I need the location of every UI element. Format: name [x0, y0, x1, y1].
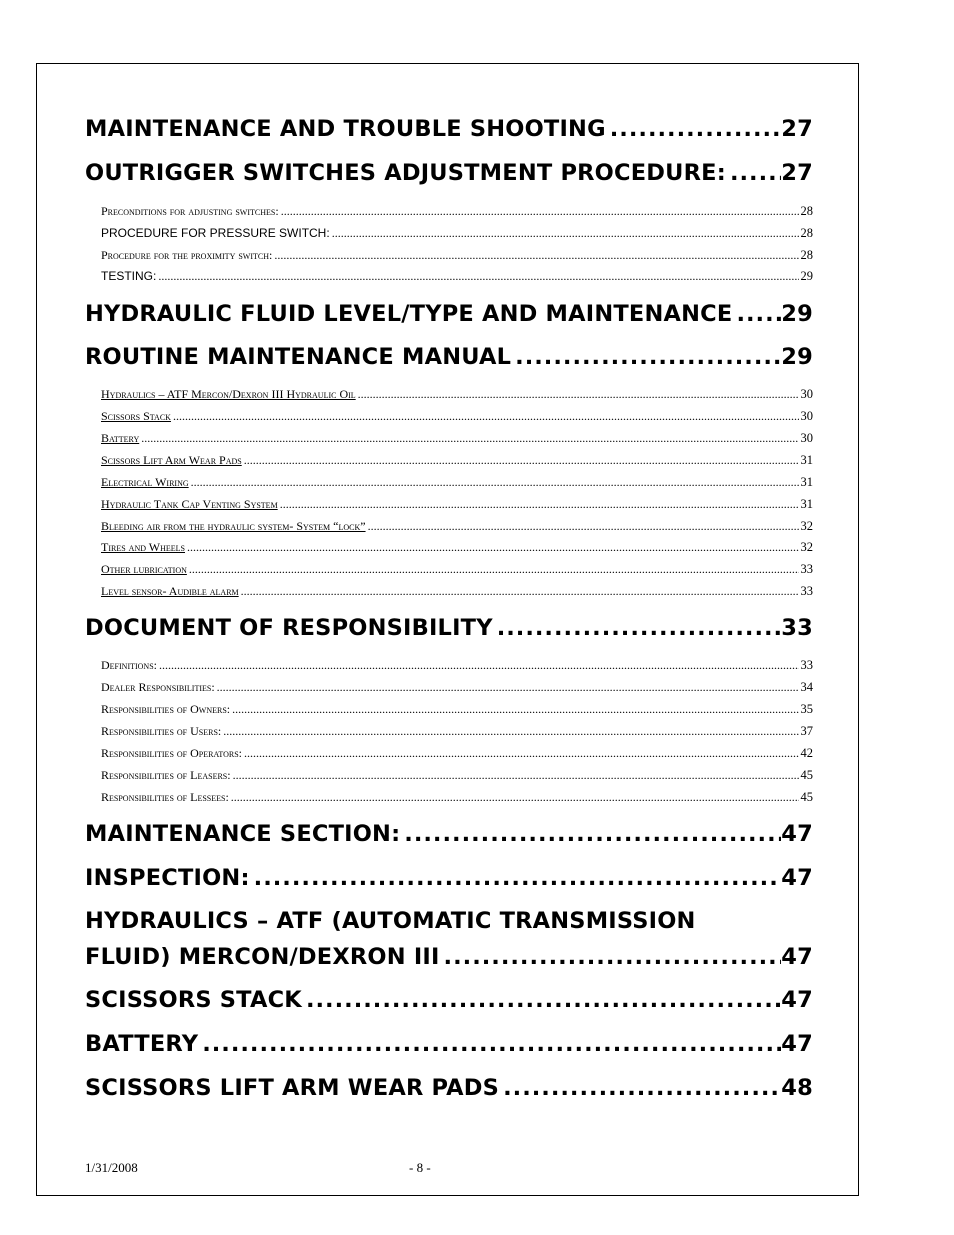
toc-subentry-page: 45	[800, 790, 813, 804]
toc-entry-title: SCISSORS LIFT ARM WEAR PADS	[85, 1075, 500, 1101]
dot-leader	[141, 431, 798, 446]
toc-subentry-users[interactable]	[101, 724, 813, 739]
toc-entry-scissors-stack[interactable]	[85, 987, 813, 1013]
toc-subentry-owners[interactable]	[101, 702, 813, 717]
toc-subentry-title: Definitions:	[101, 658, 157, 672]
toc-entry-page: 29	[781, 344, 813, 370]
toc-subentry-hydraulics-oil[interactable]	[101, 387, 813, 402]
dot-leader	[173, 409, 799, 424]
toc-entry-hydraulics-atf-line1[interactable]	[85, 908, 813, 934]
dot-leader	[244, 453, 799, 468]
toc-subentry-title: Responsibilities of Lessees:	[101, 790, 229, 804]
toc-subentry-wear-pads[interactable]	[101, 453, 813, 468]
dot-leader	[232, 702, 798, 717]
dot-leader	[231, 790, 799, 805]
dot-leader	[515, 344, 781, 370]
dot-leader	[217, 680, 799, 695]
toc-entry-scissors-lift-arm-wear-pads[interactable]	[85, 1075, 813, 1101]
toc-subentry-title: Hydraulic Tank Cap Venting System	[101, 497, 278, 511]
toc-entry-page: 47	[781, 1031, 813, 1057]
toc-subentry-page: 29	[800, 269, 813, 283]
toc-subentry-proximity-switch[interactable]	[101, 248, 813, 263]
toc-subentry-preconditions[interactable]	[101, 204, 813, 219]
dot-leader	[159, 658, 799, 673]
dot-leader	[736, 301, 781, 327]
toc-subentry-page: 30	[800, 387, 813, 401]
dot-leader	[233, 768, 799, 783]
toc-subentry-definitions[interactable]	[101, 658, 813, 673]
dot-leader	[503, 1075, 781, 1101]
dot-leader	[274, 248, 798, 263]
dot-leader	[368, 519, 799, 534]
toc-subentry-battery[interactable]	[101, 431, 813, 446]
toc-entry-title: BATTERY	[85, 1031, 199, 1057]
toc-entry-title: INSPECTION:	[85, 865, 250, 891]
dot-leader	[280, 497, 799, 512]
toc-entry-page: 27	[781, 116, 813, 142]
dot-leader	[730, 160, 781, 186]
toc-subentry-page: 28	[800, 248, 813, 262]
toc-subentry-page: 28	[800, 226, 813, 240]
footer-page-number: - 8 -	[409, 1160, 431, 1175]
dot-leader	[223, 724, 798, 739]
toc-subentry-page: 31	[800, 475, 813, 489]
toc-subentry-page: 31	[800, 453, 813, 467]
toc-subentry-testing[interactable]	[101, 269, 813, 284]
dot-leader	[244, 746, 799, 761]
dot-leader	[497, 615, 782, 641]
toc-subentry-page: 31	[800, 497, 813, 511]
toc-entry-page: 47	[781, 987, 813, 1013]
toc-subentry-dealer-responsibilities[interactable]	[101, 680, 813, 695]
toc-subentry-title: Tires and Wheels	[101, 540, 185, 554]
toc-entry-hydraulics-atf[interactable]	[85, 944, 813, 970]
dot-leader	[191, 475, 799, 490]
dot-leader	[158, 269, 798, 284]
toc-entry-page: 33	[781, 615, 813, 641]
toc-subentry-title: Hydraulics – ATF Mercon/Dexron III Hydraulic Oil	[101, 387, 356, 401]
toc-subentry-page: 33	[800, 658, 813, 672]
dot-leader	[358, 387, 799, 402]
toc-entry-page: 47	[781, 865, 813, 891]
toc-entry-title: DOCUMENT OF RESPONSIBILITY	[85, 615, 493, 641]
toc-subentry-page: 32	[800, 519, 813, 533]
toc-entry-battery[interactable]	[85, 1031, 813, 1057]
toc-subentry-electrical-wiring[interactable]	[101, 475, 813, 490]
toc-entry-page: 29	[781, 301, 813, 327]
toc-subentry-title: Responsibilities of Leasers:	[101, 768, 231, 782]
toc-entry-inspection[interactable]	[85, 865, 813, 891]
dot-leader	[281, 204, 799, 219]
toc-entry-title: ROUTINE MAINTENANCE MANUAL	[85, 344, 512, 370]
dot-leader	[241, 584, 799, 599]
toc-subentry-level-sensor[interactable]	[101, 584, 813, 599]
toc-subentry-page: 45	[800, 768, 813, 782]
dot-leader	[444, 944, 782, 970]
dot-leader	[189, 562, 799, 577]
toc-subentry-page: 30	[800, 431, 813, 445]
toc-subentry-title: Responsibilities of Owners:	[101, 702, 231, 716]
toc-subentry-title: Electrical Wiring	[101, 475, 189, 489]
toc-entry-page: 47	[781, 821, 813, 847]
dot-leader	[254, 865, 782, 891]
toc-entry-document-responsibility[interactable]	[85, 615, 813, 641]
toc-subentry-tank-cap-venting[interactable]	[101, 497, 813, 512]
toc-subentry-scissors-stack[interactable]	[101, 409, 813, 424]
toc-subentry-title: Dealer Responsibilities:	[101, 680, 215, 694]
toc-subentry-title: Scissors Stack	[101, 409, 171, 423]
toc-subentry-page: 37	[800, 724, 813, 738]
toc-entry-maintenance-trouble-shooting[interactable]	[85, 116, 813, 142]
toc-subentry-page: 32	[800, 540, 813, 554]
toc-entry-title-continued: FLUID) MERCON/DEXRON III	[85, 944, 440, 970]
dot-leader	[202, 1031, 781, 1057]
footer-date: 1/31/2008	[85, 1160, 138, 1175]
dot-leader	[332, 226, 799, 241]
toc-entry-hydraulic-fluid[interactable]	[85, 301, 813, 327]
toc-subentry-bleeding-air[interactable]	[101, 519, 813, 534]
toc-entry-title: OUTRIGGER SWITCHES ADJUSTMENT PROCEDURE:	[85, 160, 726, 186]
toc-subentry-page: 33	[800, 584, 813, 598]
toc-subentry-leasers[interactable]	[101, 768, 813, 783]
toc-subentry-title: Level sensor- Audible alarm	[101, 584, 239, 598]
toc-entry-routine-maintenance[interactable]	[85, 344, 813, 370]
toc-entry-maintenance-section[interactable]	[85, 821, 813, 847]
toc-subentry-title: Other lubrication	[101, 562, 187, 576]
toc-subentry-pressure-switch[interactable]	[101, 226, 813, 241]
toc-subentry-page: 28	[800, 204, 813, 218]
toc-subentry-title: Responsibilities of Operators:	[101, 746, 242, 760]
toc-entry-page: 47	[781, 944, 813, 970]
dot-leader	[187, 540, 799, 555]
dot-leader	[610, 116, 782, 142]
toc-subentry-page: 35	[800, 702, 813, 716]
toc-subentry-tires-wheels[interactable]	[101, 540, 813, 555]
toc-entry-title: MAINTENANCE AND TROUBLE SHOOTING	[85, 116, 606, 142]
toc-subentry-page: 42	[800, 746, 813, 760]
toc-subentry-other-lubrication[interactable]	[101, 562, 813, 577]
toc-entry-title: MAINTENANCE SECTION:	[85, 821, 401, 847]
toc-subentry-title: Bleeding air from the hydraulic system- System “lock”	[101, 519, 366, 533]
toc-entry-title: HYDRAULICS – ATF (AUTOMATIC TRANSMISSION	[85, 908, 696, 934]
toc-subentry-title: Battery	[101, 431, 140, 445]
toc-subentry-title: TESTING:	[101, 269, 157, 283]
toc-subentry-page: 34	[800, 680, 813, 694]
toc-subentry-title: PROCEDURE FOR PRESSURE SWITCH:	[101, 226, 330, 240]
dot-leader	[404, 821, 781, 847]
toc-subentry-title: Scissors Lift Arm Wear Pads	[101, 453, 242, 467]
dot-leader	[306, 987, 781, 1013]
toc-entry-outrigger-switches[interactable]	[85, 160, 813, 186]
toc-subentry-title: Preconditions for adjusting switches:	[101, 204, 279, 218]
toc-subentry-page: 30	[800, 409, 813, 423]
toc-subentry-title: Responsibilities of Users:	[101, 724, 222, 738]
toc-subentry-page: 33	[800, 562, 813, 576]
toc-entry-page: 27	[781, 160, 813, 186]
toc-subentry-lessees[interactable]	[101, 790, 813, 805]
toc-subentry-operators[interactable]	[101, 746, 813, 761]
toc-entry-page: 48	[781, 1075, 813, 1101]
toc-subentry-title: Procedure for the proximity switch:	[101, 248, 273, 262]
toc-entry-title: HYDRAULIC FLUID LEVEL/TYPE AND MAINTENANCE	[85, 301, 733, 327]
toc-entry-title: SCISSORS STACK	[85, 987, 302, 1013]
